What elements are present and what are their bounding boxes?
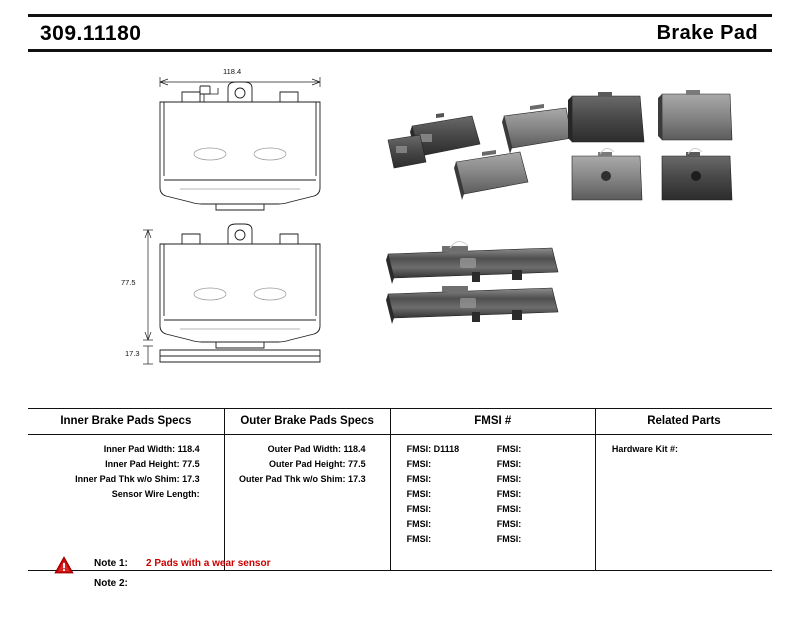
fmsi-line: FMSI: (496, 534, 522, 544)
outline-top-view-branding (180, 148, 300, 189)
fmsi-line: FMSI: (496, 489, 522, 499)
fmsi-line: FMSI: (406, 459, 432, 469)
page-title: 309.11180 (40, 22, 142, 45)
fmsi-line: FMSI: (406, 489, 432, 499)
note-2-label: Note 2: (94, 578, 128, 589)
spec-line: Outer Pad Thk w/o Shim: 17.3 (239, 474, 366, 484)
fmsi-line: FMSI: (496, 474, 522, 484)
dimension-label-width: 118.4 (223, 67, 242, 76)
warning-icon (54, 556, 74, 574)
outline-bottom-view (143, 224, 320, 364)
pad-photo-group-grid (568, 90, 732, 200)
pad-edge-view-group (386, 241, 558, 324)
spec-table (28, 408, 772, 571)
dimension-label-thickness: 17.3 (125, 349, 140, 358)
spec-line: Inner Pad Height: 77.5 (105, 459, 200, 469)
fmsi-line: FMSI: (496, 504, 522, 514)
spec-header-inner: Inner Brake Pads Specs (28, 409, 224, 435)
fmsi-line: FMSI: (406, 519, 432, 529)
fmsi-column-left (407, 442, 497, 547)
fmsi-line: FMSI: (496, 519, 522, 529)
spec-line: Inner Pad Thk w/o Shim: 17.3 (75, 474, 200, 484)
spec-header-outer: Outer Brake Pads Specs (225, 409, 390, 435)
spec-line: Outer Pad Height: 77.5 (269, 459, 366, 469)
fmsi-line: FMSI: (406, 534, 432, 544)
spec-table-header-row (28, 409, 772, 570)
notes-section (28, 550, 772, 600)
fmsi-line: FMSI: (496, 459, 522, 469)
fmsi-line: FMSI: (406, 504, 432, 514)
outline-top-view (160, 77, 320, 210)
drawing-svg (120, 58, 780, 398)
technical-drawing (120, 58, 780, 398)
spec-line: Inner Pad Width: 118.4 (103, 444, 200, 454)
fmsi-column-right (497, 442, 587, 547)
dimension-label-height: 77.5 (121, 278, 136, 287)
spec-line: Sensor Wire Length: (111, 489, 200, 499)
spec-header-related: Related Parts (596, 409, 772, 435)
fmsi-line: FMSI: (406, 474, 432, 484)
spec-line: Outer Pad Width: 118.4 (267, 444, 366, 454)
note-1-value: 2 Pads with a wear sensor (146, 558, 271, 569)
spec-header-fmsi: FMSI # (391, 409, 595, 435)
note-1-label: Note 1: (94, 558, 128, 569)
outline-bottom-view-branding (180, 288, 300, 329)
product-category-title: Brake Pad (656, 22, 758, 44)
related-line: Hardware Kit #: (611, 444, 678, 454)
pad-photo-group-angled (388, 104, 572, 200)
fmsi-line: FMSI: D1118 (406, 444, 460, 454)
fmsi-line: FMSI: (496, 444, 522, 454)
